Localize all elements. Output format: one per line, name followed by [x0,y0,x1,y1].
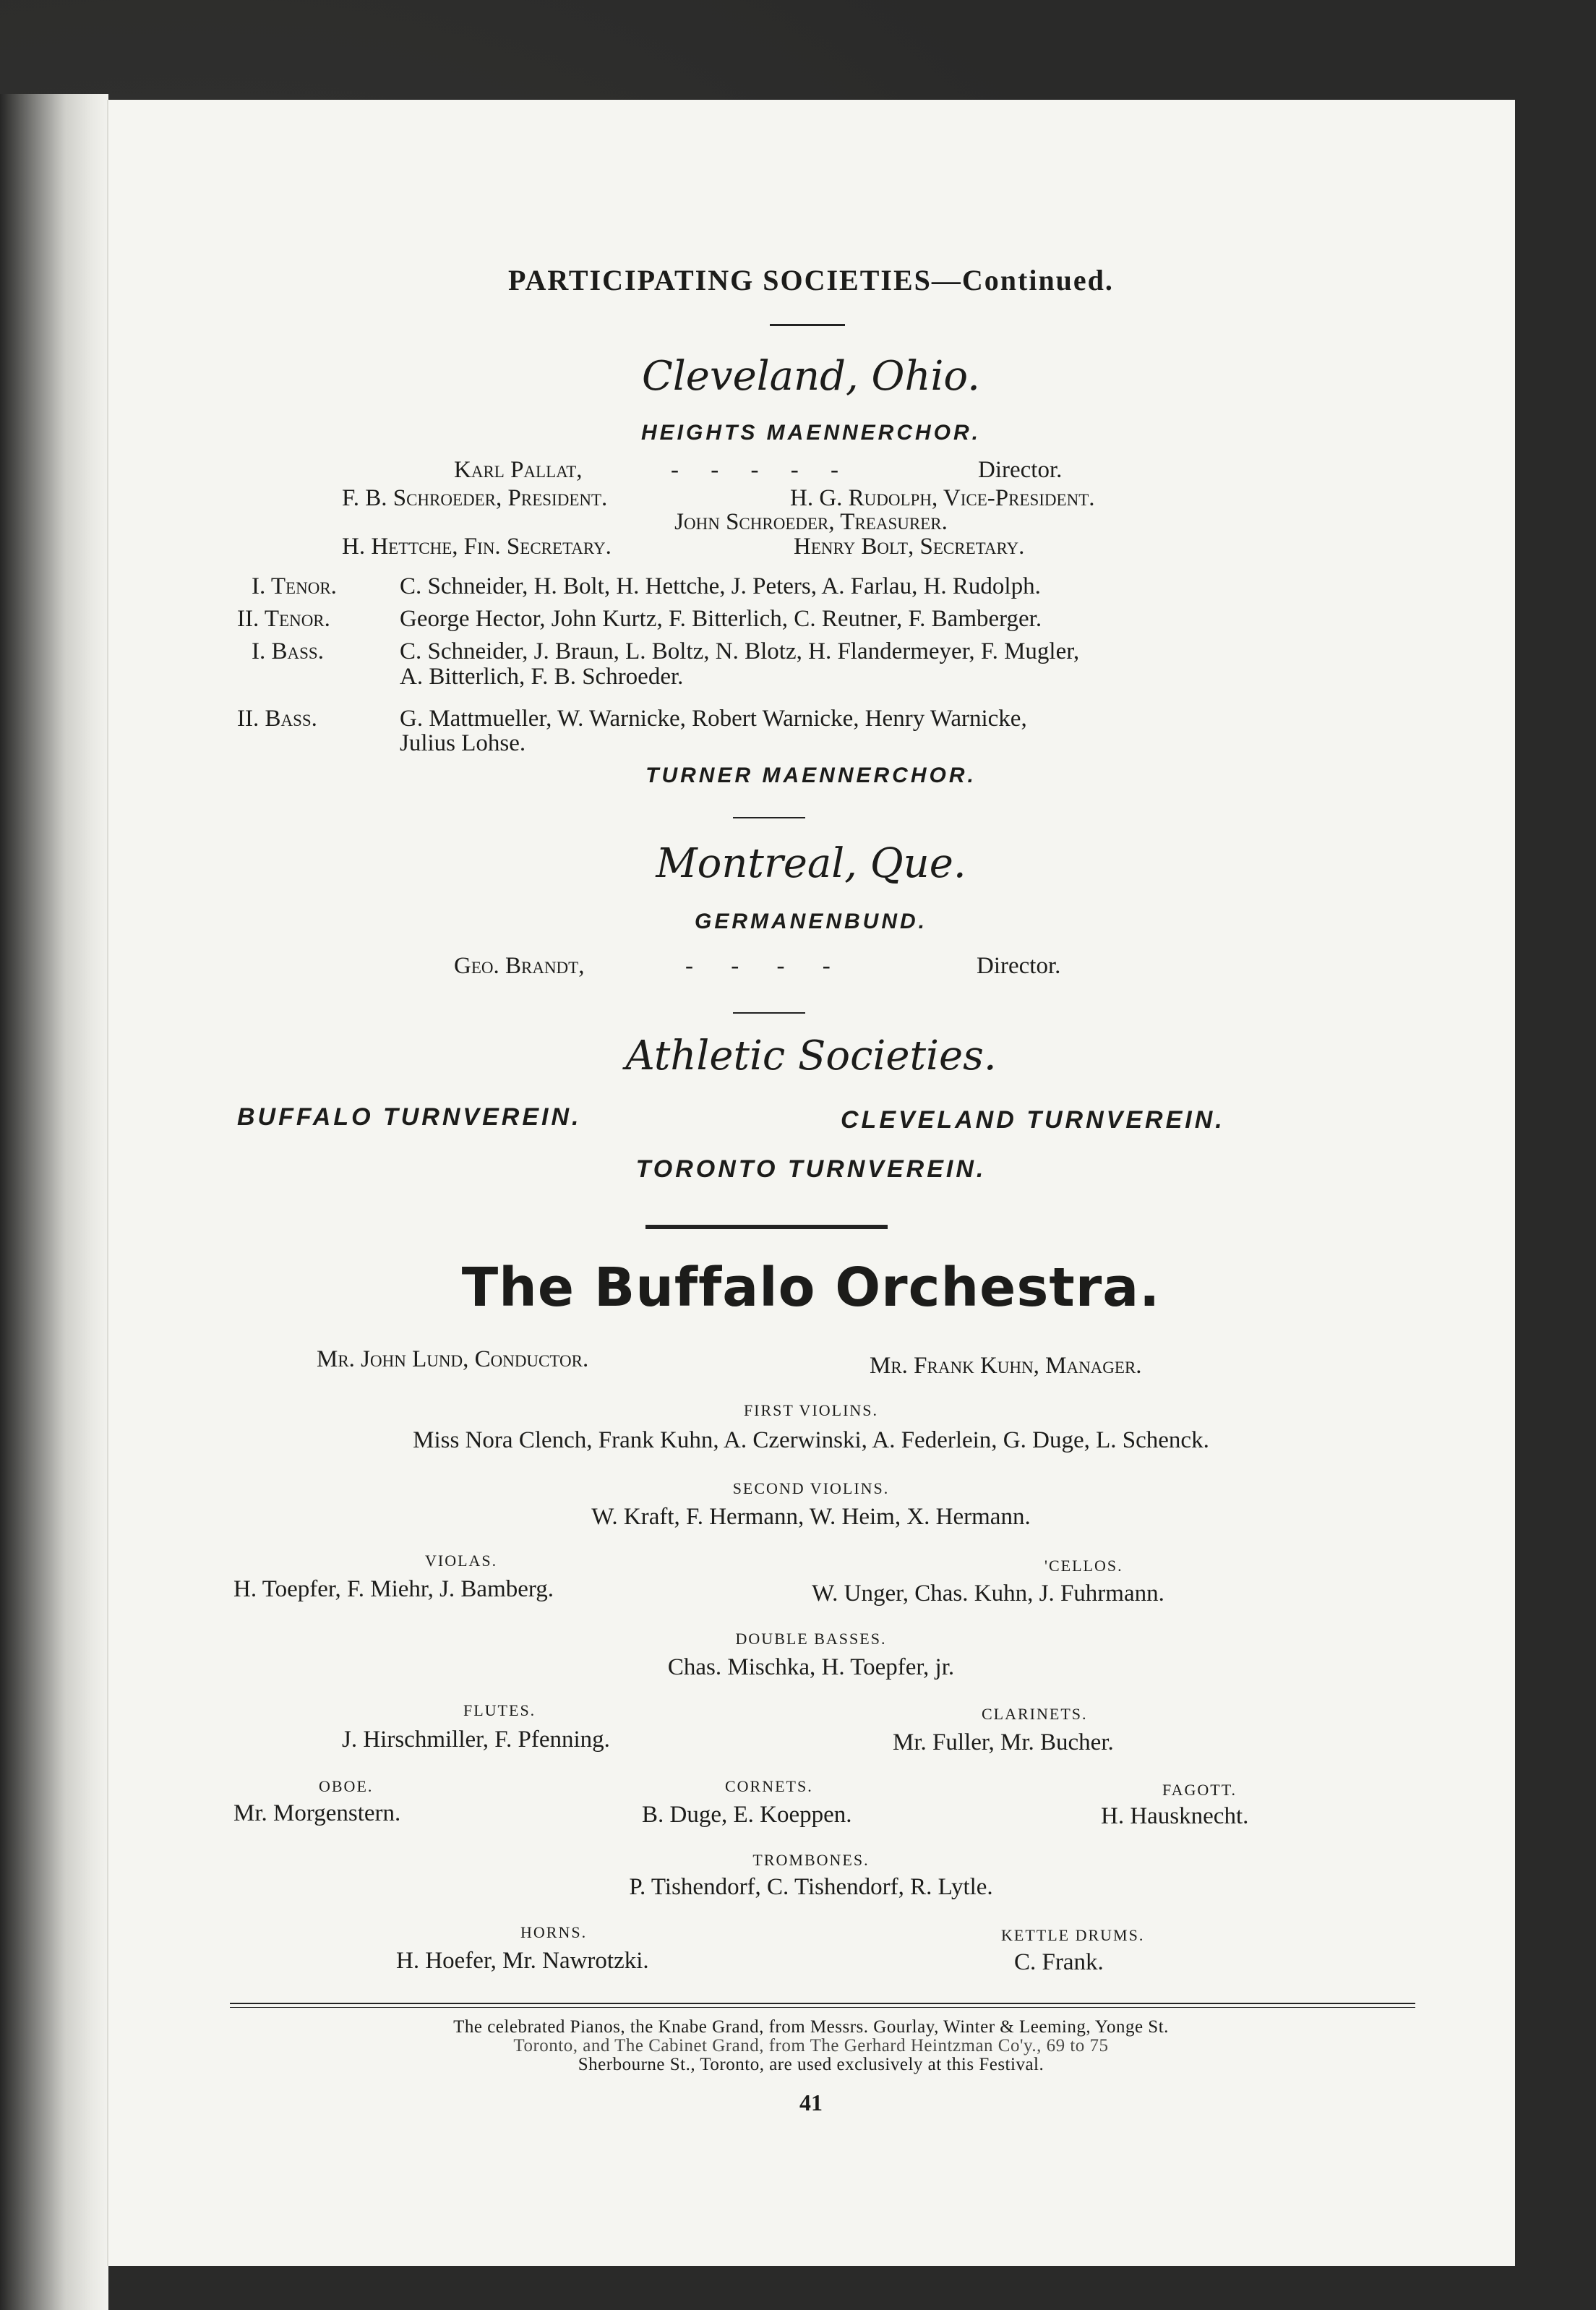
leader-dashes: - - - - [685,953,846,979]
director-title: Director. [978,457,1063,483]
city-heading-cleveland: Cleveland, Ohio. [642,353,980,400]
society-cleveland-turnverein: CLEVELAND TURNVEREIN. [841,1106,1225,1134]
section-label-first-violins: FIRST VIOLINS. [743,1401,879,1419]
voice-part: I. Bass. [252,638,324,664]
voice-members: C. Schneider, H. Bolt, H. Hettche, J. Peters, A. Farlau, H. Rudolph. [400,573,1041,599]
section-label-second-violins: SECOND VIOLINS. [732,1479,890,1497]
footer-rule [230,2003,1415,2004]
society-toronto-turnverein: TORONTO TURNVEREIN. [635,1155,987,1183]
city-heading-montreal: Montreal, Que. [656,840,966,887]
divider [770,324,845,326]
manager: Mr. Frank Kuhn, Manager. [870,1353,1142,1379]
orchestra-title: The Buffalo Orchestra. [461,1257,1161,1319]
double-basses: Chas. Mischka, H. Toepfer, jr. [667,1654,955,1680]
page [107,100,1515,2266]
section-label-double-basses: DOUBLE BASSES. [735,1630,887,1648]
book-spine [0,94,108,2310]
director-title: Director. [977,953,1061,979]
fagott: H. Hausknecht. [1101,1803,1249,1829]
violas: H. Toepfer, F. Miehr, J. Bamberg. [233,1576,554,1602]
conductor: Mr. John Lund, Conductor. [317,1346,589,1372]
society-germanenbund: GERMANENBUND. [695,910,927,933]
first-violins: Miss Nora Clench, Frank Kuhn, A. Czerwinski, A. Federlein, G. Duge, L. Schenck. [413,1427,1209,1453]
president: F. B. Schroeder, President. [342,485,608,511]
section-label-trombones: TROMBONES. [752,1851,870,1869]
treasurer: John Schroeder, Treasurer. [674,509,948,535]
divider [733,817,805,818]
cornets: B. Duge, E. Koeppen. [642,1802,852,1828]
thick-divider [645,1225,888,1229]
footer-note-line: Toronto, and The Cabinet Grand, from The Gerhard Heintzman Co'y., 69 to 75 [513,2036,1109,2056]
voice-members-continued: Julius Lohse. [400,730,526,756]
vice-president: H. G. Rudolph, Vice-President. [790,485,1095,511]
section-label-oboe: OBOE. [319,1777,374,1795]
voice-part: I. Tenor. [252,573,337,599]
athletic-heading: Athletic Societies. [625,1032,997,1079]
oboe: Mr. Morgenstern. [233,1800,401,1826]
section-label-fagott: FAGOTT. [1162,1781,1237,1799]
footer-note-line: Sherbourne St., Toronto, are used exclusively at this Festival. [578,2055,1044,2074]
director-name: Geo. Brandt, [454,953,585,979]
page-number: 41 [799,2089,823,2116]
flutes: J. Hirschmiller, F. Pfenning. [342,1727,610,1753]
section-label-kettle-drums: KETTLE DRUMS. [1001,1926,1145,1944]
section-label-flutes: FLUTES. [463,1701,536,1719]
voice-members: George Hector, John Kurtz, F. Bitterlich, C. Reutner, F. Bamberger. [400,606,1042,632]
section-label-cornets: CORNETS. [725,1777,813,1795]
footer-note-line: The celebrated Pianos, the Knabe Grand, from Messrs. Gourlay, Winter & Leeming, Yonge St. [453,2017,1169,2037]
director-name: Karl Pallat, [454,457,583,483]
divider [733,1012,805,1014]
section-label-horns: HORNS. [520,1923,588,1941]
section-label-cellos: 'CELLOS. [1044,1557,1123,1575]
cellos: W. Unger, Chas. Kuhn, J. Fuhrmann. [812,1580,1164,1607]
clarinets: Mr. Fuller, Mr. Bucher. [893,1729,1114,1755]
secretary: Henry Bolt, Secretary. [794,534,1025,560]
section-label-violas: VIOLAS. [425,1552,498,1570]
voice-members: C. Schneider, J. Braun, L. Boltz, N. Blotz, H. Flandermeyer, F. Mugler, [400,638,1080,664]
voice-part: II. Bass. [237,706,317,732]
second-violins: W. Kraft, F. Hermann, W. Heim, X. Hermann. [591,1504,1031,1530]
society-heights-maennerchor: HEIGHTS MAENNERCHOR. [640,421,981,445]
leader-dashes: - - - - - [671,457,851,483]
kettle-drums: C. Frank. [1014,1949,1104,1975]
voice-members: G. Mattmueller, W. Warnicke, Robert Warnicke, Henry Warnicke, [400,706,1027,732]
voice-part: II. Tenor. [237,606,330,632]
footer-rule [230,2007,1415,2008]
society-buffalo-turnverein: BUFFALO TURNVEREIN. [237,1103,582,1131]
horns: H. Hoefer, Mr. Nawrotzki. [396,1948,649,1974]
fin-secretary: H. Hettche, Fin. Secretary. [342,534,612,560]
trombones: P. Tishendorf, C. Tishendorf, R. Lytle. [629,1874,993,1900]
voice-members-continued: A. Bitterlich, F. B. Schroeder. [400,664,684,690]
page-header: PARTICIPATING SOCIETIES—Continued. [508,264,1114,296]
section-label-clarinets: CLARINETS. [982,1705,1088,1723]
society-turner-maennerchor: TURNER MAENNERCHOR. [645,763,977,787]
